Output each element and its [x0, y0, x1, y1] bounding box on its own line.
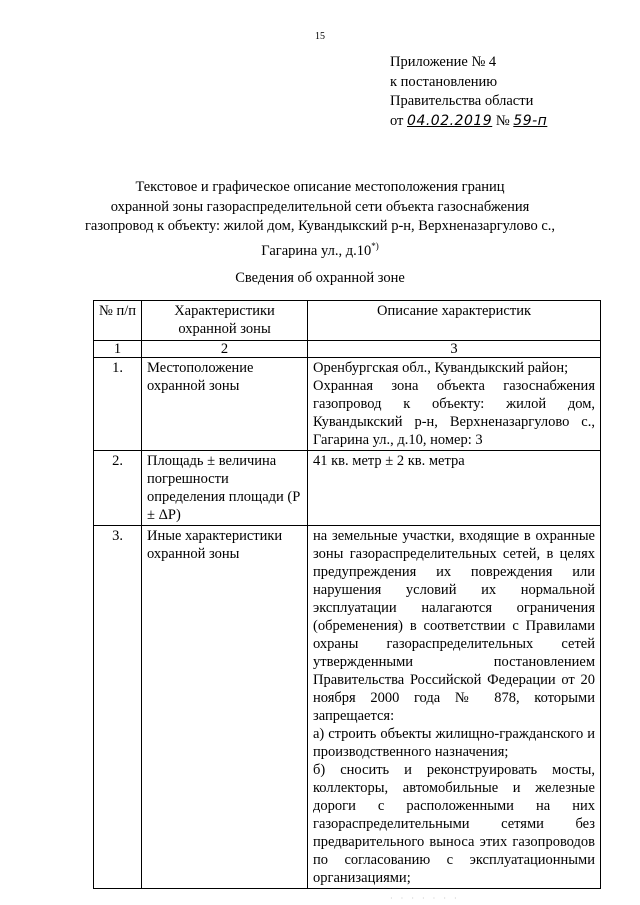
header-description: Описание характеристик [308, 301, 601, 341]
appendix-block [390, 53, 547, 131]
section-title: Сведения об охранной зоне [235, 270, 405, 286]
appendix-line-1: Приложение № 4 [390, 54, 497, 70]
column-number: 1 [94, 341, 142, 358]
column-number-row [94, 341, 601, 358]
description-line: Оренбургская обл., Кувандыкский район; [313, 360, 569, 376]
row-number: 1. [94, 358, 142, 451]
title-line-2: охранной зоны газораспределительной сети объекта газоснабжения [110, 198, 530, 215]
title-address: Гагарина ул., д.10 [261, 242, 372, 259]
description-line: а) строить объекты жилищно-гражданского и производственного назначения; [313, 726, 595, 760]
row-description [308, 358, 601, 451]
handwritten-date: 04.02.2019 [407, 112, 493, 129]
appendix-line-2: к постановлению [390, 73, 498, 90]
row-characteristic: Иные характеристики охранной зоны [142, 526, 308, 889]
appendix-date-line [390, 112, 547, 132]
row-characteristic: Местоположение охранной зоны [142, 358, 308, 451]
protection-zone-table [93, 300, 601, 889]
row-description [308, 451, 601, 526]
table-row [94, 451, 601, 526]
footnote-mark: *) [371, 240, 379, 251]
description-line: 41 кв. метр ± 2 кв. метра [313, 453, 465, 469]
handwritten-number: 59-п [513, 112, 548, 129]
table-header-row [94, 301, 601, 341]
row-number: 2. [94, 451, 142, 526]
page-number: 15 [315, 31, 325, 42]
title-line-3: газопровод к объекту: жилой дом, Кувандыкский р-н, Верхненазаргулово с., [84, 218, 556, 234]
description-line: на земельные участки, входящие в охранные зоны газораспределительных сетей, в целях предупреждения их повреждения или нарушения условий их нормальной эксплуатации налагаются ограничения (обременения) в соответствии с Правилами охраны газораспределительных сетей утвержденными постановлением Правительства Российской Федерации от 20 ноября 2000 года № 878, которыми запрещается: [313, 528, 595, 724]
description-line: Охранная зона объекта газоснабжения газопровод к объекту: жилой дом, Кувандыкский р-н, Верхненазаргулово с., Гагарина ул., д.10, номер: 3 [313, 378, 595, 448]
header-characteristic: Характеристики охранной зоны [142, 301, 308, 341]
header-number: № п/п [94, 301, 142, 341]
title-line-1: Текстовое и графическое описание местоположения границ [135, 179, 505, 195]
title-line-4 [60, 237, 580, 261]
description-line: б) сносить и реконструировать мосты, коллекторы, автомобильные и железные дороги с расположенными на них газораспределительными сетями без предварительного выноса этих газопроводов по согласованию с эксплуатационными организациями; [313, 762, 595, 886]
row-characteristic: Площадь ± величина погрешности определения площади (P ± ΔP) [142, 451, 308, 526]
column-number: 2 [142, 341, 308, 358]
row-description [308, 526, 601, 889]
row-number: 3. [94, 526, 142, 889]
column-number: 3 [308, 341, 601, 358]
appendix-line-3: Правительства области [390, 93, 534, 109]
table-row [94, 526, 601, 889]
scan-artifact: · · · · · · · [390, 894, 460, 903]
number-prefix: № [495, 112, 510, 129]
document-title [60, 178, 580, 261]
table-row [94, 358, 601, 451]
date-prefix: от [390, 112, 404, 129]
